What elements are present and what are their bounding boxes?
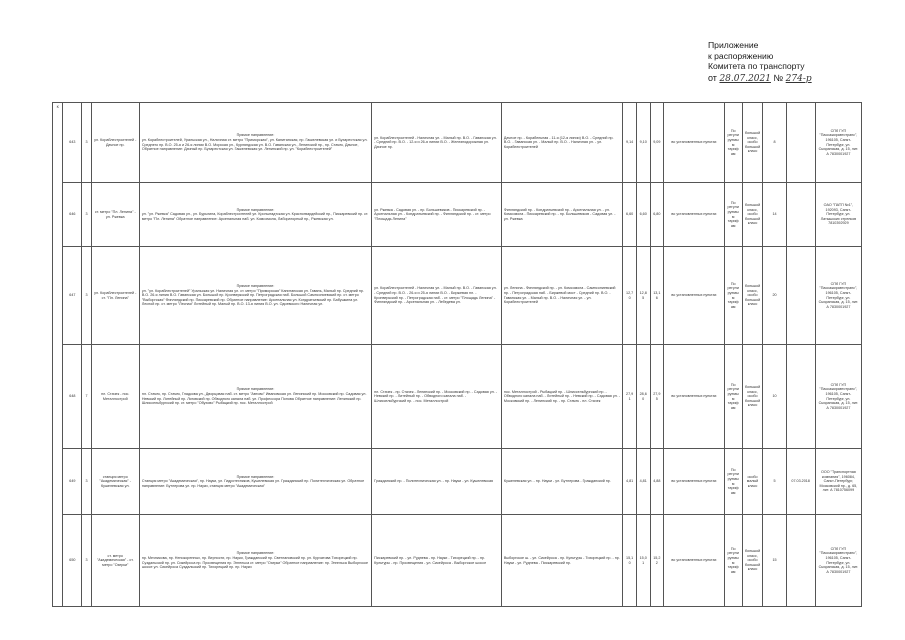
cell-reg: 647 (63, 247, 82, 345)
cell-len2: 9,10 (636, 103, 650, 183)
cell-len3: 4,88 (650, 449, 664, 515)
cell-backward2: пос. Металлострой - Рыбацкий пр. - Шлиссельбургский пр. - Обводного канала наб. - Литейный пр. - Невский пр. - Садовая ул. - Московский пр. - Ленинский пр. - пр. Стачек - пл. Стачек (501, 345, 622, 449)
cell-stops: во установленных пунктах (664, 247, 725, 345)
cell-stops: во установленных пунктах (664, 345, 725, 449)
cell-backward: ул. Кораблестроителей - Наличная ул. - Малый пр. В.О. - Гаванская ул. - Средний пр. В.О. - 12-я и 26-я линии В.О. - Железнодорожная ул. Дачное пр. (372, 103, 502, 183)
cell-len1: 9,14 (623, 103, 637, 183)
approval-header (708, 40, 888, 84)
cell-vehicle: особо малый класс (742, 449, 763, 515)
forward-text: ул. "ул. Кораблестроителей" Уральская ул. Наличная ул. ст. метро "Приморская" Капитанская ул. Гавань, Малый пр. Средний пр. В.О. 26-я линия В.О. Гаванская ул. Большой пр. Кронверкский пр. Петроградская наб. Большой Сампсониевский пр. ст. метро "Выборгская" Финляндский пр. Пискаревский пр. Обратное направление: Арсенальная ул. Кондратьевский пр. Бабушкина ул. Лесной пр. ст. метро "Лесная" Литейный пр. Малый пр. В.О. 13-я линия В.О. ул. Одоевского Наличная ул. (141, 288, 364, 307)
cell-carrier: СПб ГУП "Пассажиравтотранс", 196105, Санкт-Петербург, ул. Сызранская, д. 15, лит. А 7830001927 (815, 345, 861, 449)
cell-carrier: ООО "Транспортная компания", 196084, Санкт-Петербург, Московский пр., д. 65, лит. А 7810756099 (815, 449, 861, 515)
cell-date (786, 183, 815, 247)
cell-num: 3 (82, 103, 91, 183)
cell-len3: 15,22 (650, 515, 664, 607)
cell-backward: ул. Кораблестроителей - Наличная ул. - Малый пр. В.О. - Гаванская ул. - Средний пр. В.О. - 26-я и 25-я линии В.О. - Биржевая пл. - Кронверкский пр. - Петроградская наб. - ст. метро "Площадь Ленина" - Финляндский пр. - Арсенальная ул. - Лебедева ул. (372, 247, 502, 345)
cell-len1: 12,70 (623, 247, 637, 345)
cell-forward (139, 515, 371, 607)
routes-table-body (53, 103, 862, 607)
table-row (53, 247, 862, 345)
date-prefix: от (708, 72, 717, 83)
cell-forward (139, 345, 371, 449)
cell-date: 07.03.2018 (786, 449, 815, 515)
cell-len2: 12,85 (636, 247, 650, 345)
forward-heading: Прямое направление: (236, 387, 275, 392)
cell-qty: 14 (763, 183, 786, 247)
forward-heading: Прямое направление: (236, 133, 275, 138)
cell-forward (139, 449, 371, 515)
cell-len3: 27,95 (650, 345, 664, 449)
cell-name: ст. метро "Пл. Ленина" - ул. Ржевка (91, 183, 139, 247)
cell-backward2: Дачное пр. - Корабельная - 11-я (12-я линии) В.О. - Средний пр. В.О. - Гаванская ул. - Малый пр. В.О. - Наличная ул. - ул. Кораблестроителей (501, 103, 622, 183)
cell-carrier: СПб ГУП "Пассажиравтотранс", 196105, Санкт-Петербург, ул. Сызранская, д. 15, лит. А 7830001927 (815, 103, 861, 183)
cell-qty: 10 (763, 345, 786, 449)
cell-regular: По регулируемым тарифам (724, 103, 742, 183)
cell-name: ул. Кораблестроителей - ст. "Пл. Ленина" (91, 247, 139, 345)
forward-text: пр. Мечникова, пр. Непокоренных, пр. Верности, пр. Науки, Гражданский пр. Светлановский пр. ул. Курчатова Тихорецкий пр. Суздальский пр. ул. Сикейроса пр. Просвещения пр. Энгельса ст. метро "Озерки" Обратное направление: пр. Энгельса Выборгское шоссе ул. Сикейроса Суздальский пр. Тихорецкий пр. пр. Науки (141, 555, 369, 570)
cell-vehicle: большой класс, особо большой класс (742, 515, 763, 607)
cell-regular: По регулируемым тарифам (724, 247, 742, 345)
cell-len3: 9,09 (650, 103, 664, 183)
table-row (53, 515, 862, 607)
cell-name: ул. Кораблестроителей - Дачное пр. (91, 103, 139, 183)
approval-date-line (708, 73, 888, 85)
forward-heading: Прямое направление: (236, 551, 275, 556)
cell-regular: По регулируемым тарифам (724, 345, 742, 449)
cell-len1: 6,60 (623, 183, 637, 247)
cell-len1: 15,10 (623, 515, 637, 607)
cell-vehicle: большой класс, особо большой класс (742, 103, 763, 183)
forward-heading: Прямое направление: (236, 284, 275, 289)
cell-vehicle: большой класс, особо большой класс (742, 183, 763, 247)
table-row (53, 449, 862, 515)
approval-line-1: Приложение (708, 40, 759, 50)
cell-reg: 649 (63, 449, 82, 515)
cell-forward (139, 183, 371, 247)
cell-num: 3 (82, 247, 91, 345)
cell-backward2: ул. Ленина - Финляндский пр. - ул. Комсомола - Сампсониевский пр. - Петроградская наб. - Биржевой мост - Средний пр. В.О. - Гаванская ул. - Малый пр. В.О. - Наличная ул. - ул. Кораблестроителей (501, 247, 622, 345)
forward-text: ул. Кораблестроителей, Уральская ул., Наличная ст. метро "Приморская", ул. Капитанская, пр. Гаккелевская ул. и Бухарестская ул. Среднего пр. В.О. 25-я и 26-я линии В.О. Морская ул., Курляндская ул. В.О. Гаванская ул., Ленинский пр., пр. Стачек, Дачное, Обратное направление: Дачный пр. Бухарестская ул. Гаккелевская ул. Ленинский пр. ул. "Кораблестроителей" (141, 137, 368, 152)
forward-text: Станция метро "Академическая", пр. Науки, ул. Гидротехников, Кушелевская ул. Гражданский пр. Политехническая ул. Обратное направление: Бутлерова ул. пр. Науки, станция метро "Академическая" (141, 479, 365, 488)
forward-heading: Прямое направление: (236, 474, 275, 479)
number-sign: № (773, 72, 784, 83)
cell-len1: 4,81 (623, 449, 637, 515)
cell-stops: во установленных пунктах (664, 515, 725, 607)
cell-name: пл. Стачек - пос. Металлострой (91, 345, 139, 449)
cell-backward2: Кушелевская ул. - пр. Науки - ул. Бутлерова - Гражданский пр. (501, 449, 622, 515)
cell-date (786, 515, 815, 607)
table-row (53, 345, 862, 449)
cell-len3: 6,80 (650, 183, 664, 247)
cell-stops: во установленных пунктах (664, 183, 725, 247)
routes-table (52, 102, 862, 607)
cell-date (786, 103, 815, 183)
cell-stops: во установленных пунктах (664, 103, 725, 183)
cell-num: 7 (82, 345, 91, 449)
forward-text: пл. Стачек, пр. Стачек, Гладкова ул., Дворцовая наб. ст. метро "Автово" Ивановская ул. Ленинский пр. Московский пр. Садовая ул. Невский пр. Литейный пр. Лиговский пр. Обводного канала наб. ул. Профессора Попова Обратное направление: Ленинский пр. Шлиссельбургский пр. ст. метро "Обухово" Рыбацкий пр. пос. Металлострой (141, 391, 367, 406)
cell-date (786, 345, 815, 449)
cell-backward: Пискаревский пр. - ул. Руднева - пр. Науки - Тихорецкий пр. - пр. Культуры - пр. Просвещения - ул. Сикейроса - Выборгское шоссе (372, 515, 502, 607)
cell-stops: во установленных пунктах (664, 449, 725, 515)
cell-qty: 20 (763, 247, 786, 345)
handwritten-number: 274-р (785, 73, 812, 84)
cell-backward: Гражданский пр. - Политехническая ул. - пр. Науки - ул. Кушелевская (372, 449, 502, 515)
forward-text: ул. "ул. Ржевка" Садовая ул., ул. Бурыгина, Кораблестроителей ул. Кронштадтская ул. Красногвардейский пр., Пискаревский пр. ст. метро "Пл. Ленина" Обратное направление: Арсенальная наб. ул. Комсомола, Лабораторный пр., Ржевская ул. (141, 212, 369, 221)
approval-line-2: к распоряжению (708, 50, 774, 61)
cell-len3: 13,16 (650, 247, 664, 345)
cell-name: станция метро "Академическая" - Кушелевская ул. (91, 449, 139, 515)
cell-regular: По регулируемым тарифам (724, 183, 742, 247)
cell-len2: 28,60 (636, 345, 650, 449)
cell-date (786, 247, 815, 345)
cell-num: 3 (82, 515, 91, 607)
cell-backward: ул. Ржевка - Садовая ул. - пр. Большевиков - Пискаревский пр. - Арсенальная ул. - Кондратьевский пр. - Финляндский пр. - ст. метро "Площадь Ленина" (372, 183, 502, 247)
cell-reg: 643 (63, 103, 82, 183)
table-row (53, 103, 862, 183)
cell-len2: 6,60 (636, 183, 650, 247)
cell-forward (139, 103, 371, 183)
cell-carrier: ОАО "ПАТП №1", 192093, Санкт-Петербург, ул. Латышских стрелков 7810392929 (815, 183, 861, 247)
cell-len2: 15,01 (636, 515, 650, 607)
cell-backward2: Финляндский пр. - Кондратьевский пр. - Арсенальная ул. - ул. Комсомола - Пискаревский пр. - пр. Большевиков - Садовая ул. - ул. Ржевка (501, 183, 622, 247)
cell-num: 3 (82, 449, 91, 515)
cell-vehicle: большой класс, особо большой класс (742, 345, 763, 449)
cell-forward (139, 247, 371, 345)
cell-carrier: СПб ГУП "Пассажиравтотранс", 196105, Санкт-Петербург, ул. Сызранская, д. 15, лит. А 7830001927 (815, 515, 861, 607)
cell-reg: 646 (63, 183, 82, 247)
cell-len1: 27,91 (623, 345, 637, 449)
table-row (53, 183, 862, 247)
cell-reg: 650 (63, 515, 82, 607)
cell-qty: 5 (763, 449, 786, 515)
cell-num: 3 (82, 183, 91, 247)
cell-regular: По регулируемым тарифам (724, 449, 742, 515)
cell-carrier: СПб ГУП "Пассажиравтотранс", 196105, Санкт-Петербург, ул. Сызранская, д. 15, лит. А 7830001927 (815, 247, 861, 345)
cell-backward: пл. Стачек - пр. Стачек - Ленинский пр. - Московский пр. - Садовая ул. - Невский пр. - Литейный пр. - Обводного канала наб. - Шлиссельбургский пр. - пос. Металлострой (372, 345, 502, 449)
cell-name: ст. метро "Академическая" - ст. метро "Озерки" (91, 515, 139, 607)
cell-regular: По регулируемым тарифам (724, 515, 742, 607)
cell-vehicle: большой класс, особо большой класс (742, 247, 763, 345)
cell-qty: 15 (763, 515, 786, 607)
cell-qty: 8 (763, 103, 786, 183)
cell-reg: 648 (63, 345, 82, 449)
forward-heading: Прямое направление: (236, 207, 275, 212)
cell-len2: 4,81 (636, 449, 650, 515)
corner-mark: К (53, 103, 63, 607)
approval-line-3: Комитета по транспорту (708, 61, 805, 72)
cell-backward2: Выборгское ш. - ул. Сикейроса - пр. Культуры - Тихорецкий пр. - пр. Науки - ул. Руднева - Пискаревский пр. (501, 515, 622, 607)
handwritten-date: 28.07.2021 (719, 73, 771, 84)
